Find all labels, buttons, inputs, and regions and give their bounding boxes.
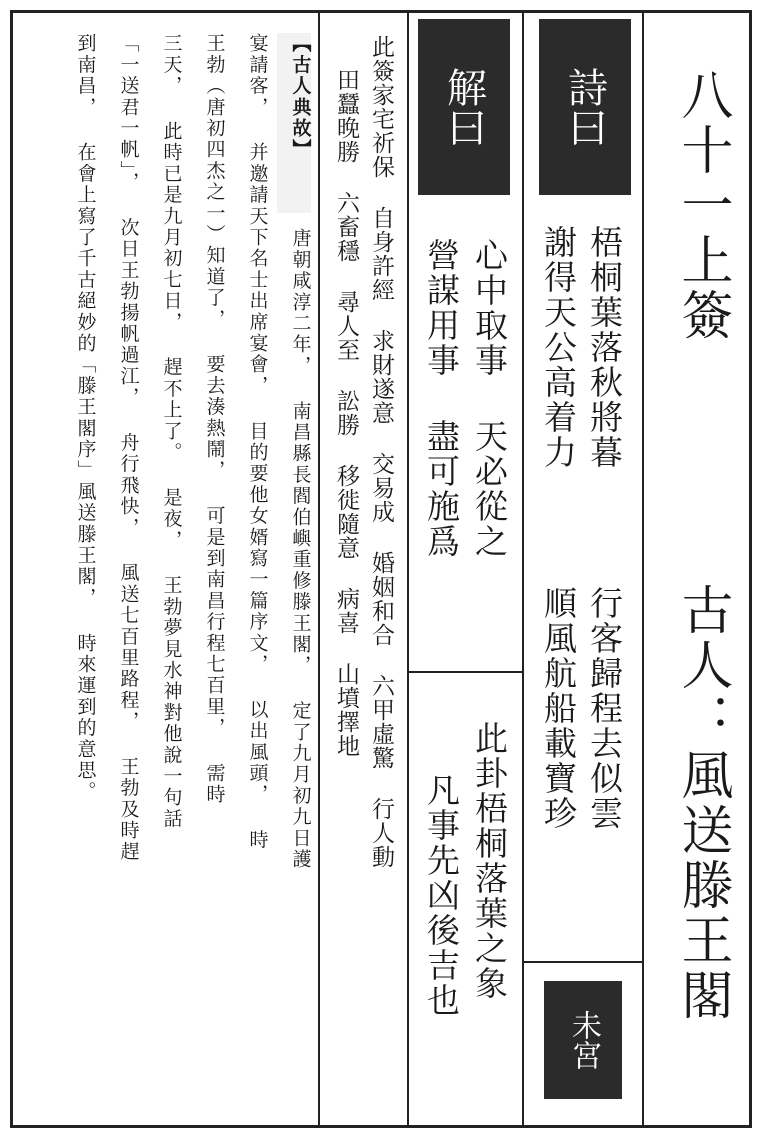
palace-badge: 未宮 [544,981,622,1099]
divider [407,13,409,1125]
poem-line: 梧桐葉落秋將暮 [585,225,624,470]
story-column: 唐朝咸淳二年， 南昌縣長閻伯嶼重修滕王閣， 定了九月初九日護 [289,228,312,870]
poem-line: 行客歸程去似雲 [585,586,624,831]
judgment-line: 心中取事 天必從之 [470,238,509,559]
signature-number: 八十一上簽 [672,68,732,343]
judgment-label: 解曰 [418,19,510,195]
guidance-line: 此簽家宅祈保 自身許經 求財遂意 交易成 婚姻和合 六甲虛驚 行人動 [368,35,394,869]
divider [522,961,644,963]
meaning-line: 此卦梧桐落葉之象 [470,721,509,1001]
story-column: 「一送君一帆」， 次日王勃揚帆過江， 舟行飛快， 風送七百里路程， 王勃及時趕 [117,33,140,863]
story-column: 到南昌， 在會上寫了千古絕妙的「滕王閣序」風送滕王閣， 時來運到的意思。 [74,33,97,803]
divider [642,13,644,1125]
fortune-slip [10,10,752,1128]
guidance-line: 田蠶晚勝 六畜穩 尋人至 訟勝 移徙隨意 病喜 山墳擇地 [333,68,359,758]
poem-label: 詩曰 [539,19,631,195]
story-heading: 【古人典故】 [289,33,312,161]
story-column: 三天， 此時已是九月初七日， 趕不上了。 是夜， 王勃夢見水神對他說一句話 [160,33,183,830]
divider [407,671,524,673]
story-column: 王勃（唐初四杰之一）知道了， 要去湊熱鬧， 可是到南昌行程七百里， 需時 [203,33,226,806]
divider [522,13,524,1125]
story-column: 宴請客， 并邀請天下名士出席宴會， 目的要他女婿寫一篇序文， 以出風頭， 時 [246,33,269,851]
judgment-line: 營謀用事 盡可施爲 [422,238,461,559]
poem-line: 謝得天公高着力 [539,225,578,470]
poem-line: 順風航船載寶珍 [539,586,578,831]
meaning-line: 凡事先凶後吉也 [422,773,461,1018]
signature-subtitle: 古人：風送滕王閣 [672,583,732,1023]
